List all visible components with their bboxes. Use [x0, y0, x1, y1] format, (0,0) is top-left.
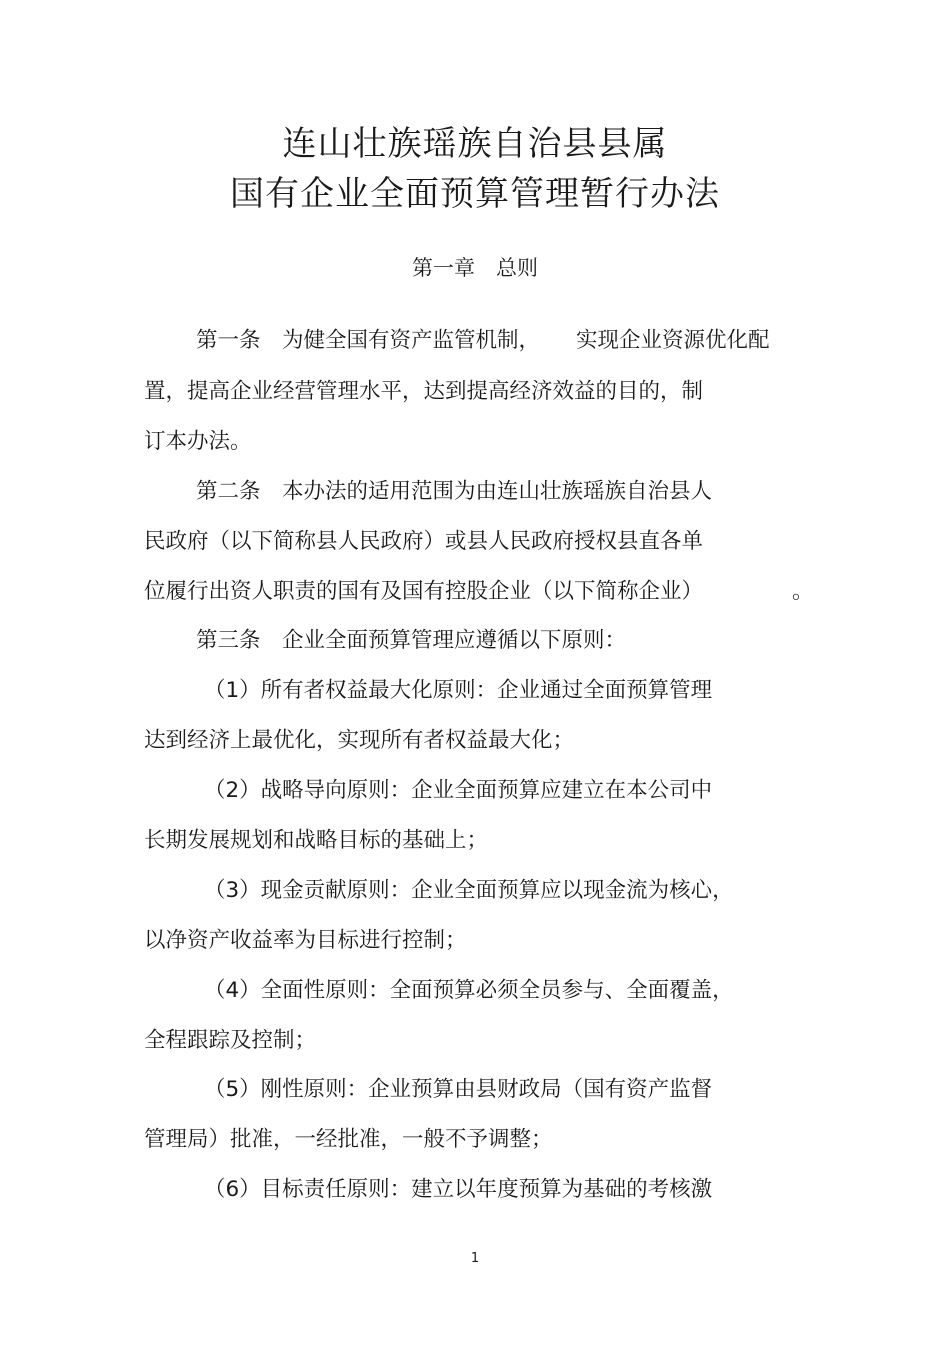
body-line: 以净资产收益率为目标进行控制；: [144, 928, 467, 953]
body-line: 第三条 企业全面预算管理应遵循以下原则：: [196, 628, 627, 653]
body-line: 全程跟踪及控制；: [144, 1028, 317, 1053]
body-line: （5）刚性原则：企业预算由县财政局（国有资产监督: [204, 1077, 713, 1102]
body-line: 第一条 为健全国有资产监管机制，: [196, 328, 541, 353]
body-line: （4）全面性原则：全面预算必须全员参与、全面覆盖，: [204, 978, 734, 1003]
body-line: 订本办法。: [144, 429, 252, 454]
chapter-heading: 第一章 总则: [412, 256, 538, 280]
body-line: （1）所有者权益最大化原则：企业通过全面预算管理: [204, 678, 713, 703]
body-line: 第二条 本办法的适用范围为由连山壮族瑶族自治县人: [196, 479, 713, 504]
body-line: 管理局）批准，一经批准，一般不予调整；: [144, 1127, 553, 1152]
body-line: 民政府（以下简称县人民政府）或县人民政府授权县直各单: [144, 529, 704, 554]
body-line: 。: [792, 579, 814, 604]
body-line: 位履行出资人职责的国有及国有控股企业（以下简称企业）: [144, 579, 704, 604]
body-line: （6）目标责任原则：建立以年度预算为基础的考核激: [204, 1177, 713, 1202]
body-line: （3）现金贡献原则：企业全面预算应以现金流为核心，: [204, 878, 734, 903]
document-title-line-2: 国有企业全面预算管理暂行办法: [230, 174, 720, 214]
body-line: 置，提高企业经营管理水平，达到提高经济效益的目的，制: [144, 379, 704, 404]
body-line: 达到经济上最优化，实现所有者权益最大化；: [144, 728, 575, 753]
document-title-line-1: 连山壮族瑶族自治县县属: [282, 124, 668, 164]
body-line: （2）战略导向原则：企业全面预算应建立在本公司中: [204, 778, 713, 803]
page-number: 1: [470, 1251, 480, 1266]
body-line: 实现企业资源优化配: [576, 328, 770, 353]
body-line: 长期发展规划和战略目标的基础上；: [144, 828, 489, 853]
